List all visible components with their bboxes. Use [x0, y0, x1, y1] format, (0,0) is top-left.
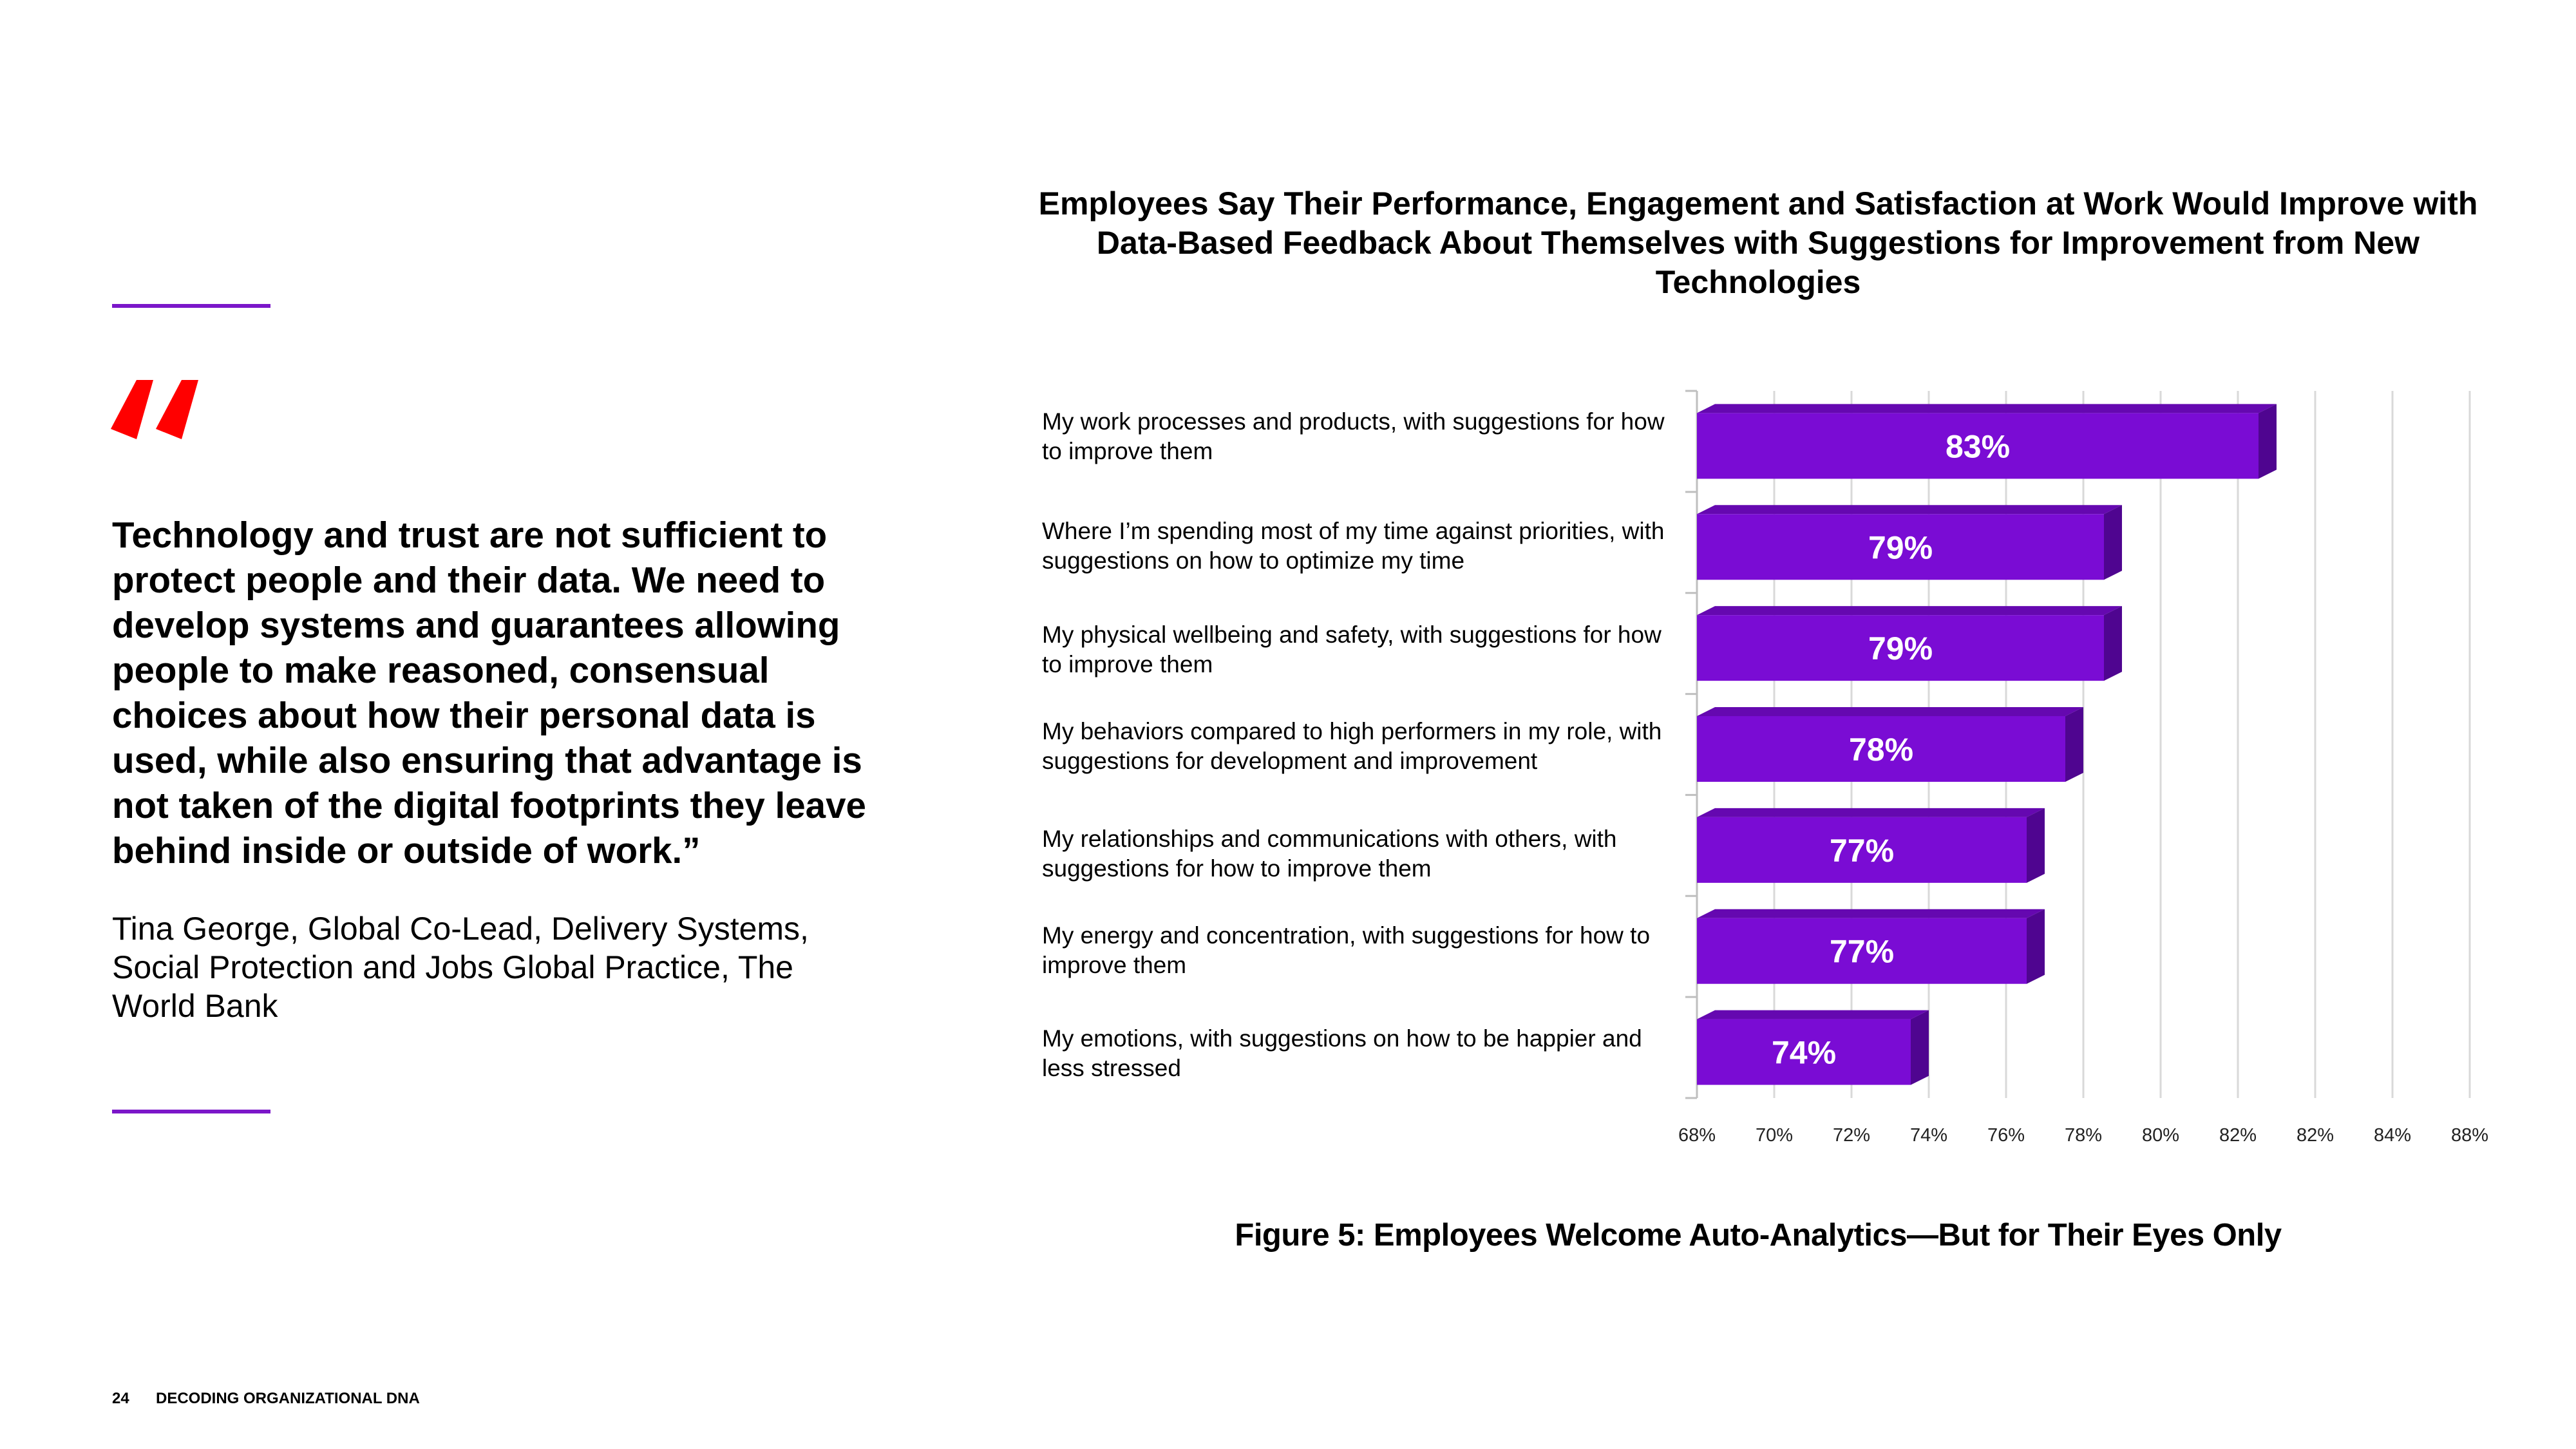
bar-top-face — [1697, 606, 2122, 615]
category-label: My emotions, with suggestions on how to be happier and less stressed — [1042, 1025, 1642, 1081]
x-tick-label: 82% — [2296, 1125, 2334, 1146]
quote-text: Technology and trust are not sufficient to protect people and their data. We need to develop systems and guarantees allowing people to make reasoned, consensual choices about how their personal data is used, while also ensuring that advantage is not taken of the digital footprints they leave behind inside or outside of work.” — [112, 515, 866, 871]
x-tick-label: 68% — [1678, 1125, 1716, 1146]
x-tick-label: 74% — [1909, 1125, 1948, 1146]
x-tick-label: 70% — [1755, 1125, 1794, 1146]
bar-side-face — [2027, 808, 2045, 883]
bar-top-face — [1697, 808, 2045, 817]
bar-top-face — [1697, 707, 2083, 716]
page-number: 24 — [112, 1390, 129, 1407]
category-label: My behaviors compared to high performers in my role, with suggestions for development and improvement — [1042, 718, 1662, 774]
bar-value-label: 77% — [1829, 832, 1895, 869]
bar-value-label: 74% — [1771, 1034, 1837, 1071]
bar-top-face — [1697, 404, 2277, 413]
x-tick-label: 78% — [2064, 1125, 2103, 1146]
category-label: Where I’m spending most of my time against priorities, with suggestions on how to optimize my time — [1042, 518, 1665, 574]
bar-side-face — [1911, 1010, 1929, 1085]
x-tick-label: 72% — [1832, 1125, 1871, 1146]
x-tick-label: 76% — [1987, 1125, 2025, 1146]
bar-value-label: 78% — [1848, 732, 1914, 768]
bar-side-face — [2027, 909, 2045, 984]
bar-value-label: 83% — [1945, 428, 2011, 465]
bar-value-label: 79% — [1868, 529, 1933, 566]
category-label: My work processes and products, with suggestions for how to improve them — [1042, 408, 1665, 464]
bar-side-face — [2104, 606, 2122, 681]
bar-value-label: 79% — [1868, 630, 1933, 667]
category-label: My relationships and communications with others, with suggestions for how to improve them — [1042, 826, 1617, 882]
figure-caption: Figure 5: Employees Welcome Auto-Analytics—But for Their Eyes Only — [1235, 1218, 2282, 1253]
bar-top-face — [1697, 1010, 1929, 1019]
category-label: My physical wellbeing and safety, with suggestions for how to improve them — [1042, 621, 1662, 677]
bar-top-face — [1697, 909, 2045, 918]
x-tick-label: 80% — [2141, 1125, 2180, 1146]
bar-top-face — [1697, 505, 2122, 514]
publication-title: DECODING ORGANIZATIONAL DNA — [156, 1390, 420, 1407]
bar-side-face — [2259, 404, 2277, 478]
chart-title: Employees Say Their Performance, Engagement and Satisfaction at Work Would Improve with Data-Based Feedback About Themselves with Suggestions for Improvement from New Technologies — [1038, 185, 2478, 300]
bar-value-label: 77% — [1829, 933, 1895, 970]
quote-author: Tina George, Global Co-Lead, Delivery Systems, Social Protection and Jobs Global Practice, The World Bank — [112, 911, 809, 1024]
bar-side-face — [2065, 707, 2083, 782]
x-tick-label: 88% — [2450, 1125, 2489, 1146]
bar-side-face — [2104, 505, 2122, 580]
category-label: My energy and concentration, with suggestions for how to improve them — [1042, 922, 1651, 978]
x-tick-label: 84% — [2373, 1125, 2412, 1146]
x-tick-label: 82% — [2219, 1125, 2257, 1146]
